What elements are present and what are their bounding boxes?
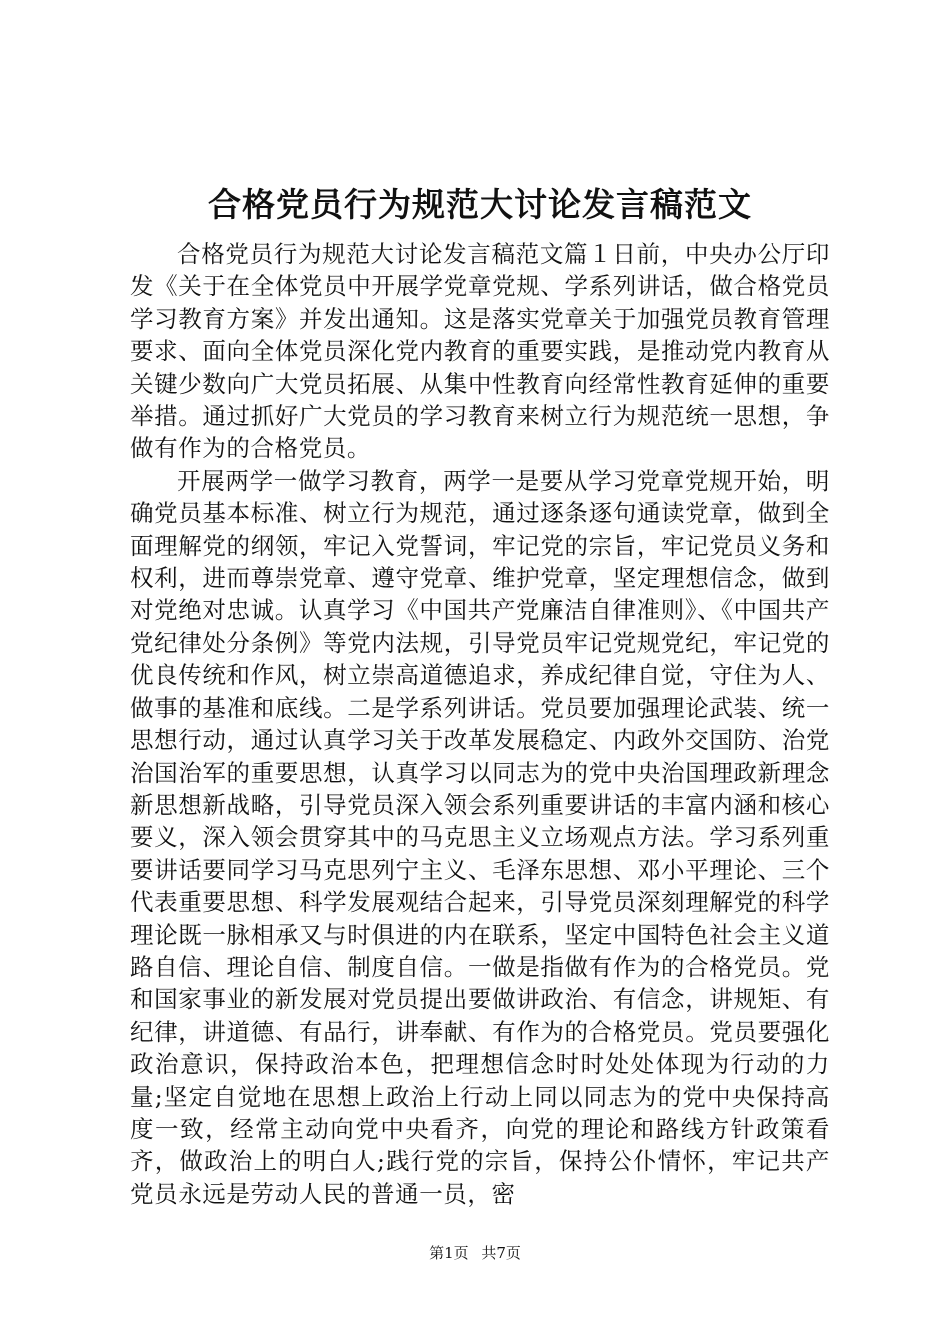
paragraph-1: 合格党员行为规范大讨论发言稿范文篇１日前，中央办公厅印发《关于在全体党员中开展学党章党规、学系列讲话，做合格党员学习教育方案》并发出通知。这是落实党章关于加强党员教育管理要求、面向全体党员深化党内教育的重要实践，是推动党内教育从关键少数向广大党员拓展、从集中性教育向经常性教育延伸的重要举措。通过抓好广大党员的学习教育来树立行为规范统一思想，争做有作为的合格党员。 (130, 240, 830, 463)
document-title: 合格党员行为规范大讨论发言稿范文 (208, 185, 752, 224)
page-footer (0, 1243, 950, 1263)
page-number: 第1页 (429, 1244, 469, 1262)
document-body (130, 238, 830, 1210)
paragraph-2: 开展两学一做学习教育，两学一是要从学习党章党规开始，明确党员基本标准、树立行为规范，通过逐条逐句通读党章，做到全面理解党的纲领，牢记入党誓词，牢记党的宗旨，牢记党员义务和权利，进而尊崇党章、遵守党章、维护党章，坚定理想信念，做到对党绝对忠诚。认真学习《中国共产党廉洁自律准则》、《中国共产党纪律处分条例》等党内法规，引导党员牢记党规党纪，牢记党的优良传统和作风，树立崇高道德追求，养成纪律自觉，守住为人、做事的基准和底线。二是学系列讲话。党员要加强理论武装、统一思想行动，通过认真学习关于改革发展稳定、内政外交国防、治党治国治军的重要思想，认真学习以同志为的党中央治国理政新理念新思想新战略，引导党员深入领会系列重要讲话的丰富内涵和核心要义，深入领会贯穿其中的马克思主义立场观点方法。学习系列重要讲话要同学习马克思列宁主义、毛泽东思想、邓小平理论、三个代表重要思想、科学发展观结合起来，引导党员深刻理解党的科学理论既一脉相承又与时俱进的内在联系，坚定中国特色社会主义道路自信、理论自信、制度自信。一做是指做有作为的合格党员。党和国家事业的新发展对党员提出要做讲政治、有信念，讲规矩、有纪律，讲道德、有品行，讲奉献、有作为的合格党员。党员要强化政治意识，保持政治本色，把理想信念时时处处体现为行动的力量;坚定自觉地在思想上政治上行动上同以同志为的党中央保持高度一致，经常主动向党中央看齐，向党的理论和路线方针政策看齐，做政治上的明白人;践行党的宗旨，保持公仆情怀，牢记共产党员永远是劳动人民的普通一员，密 (130, 466, 830, 1208)
page-total: 共7页 (481, 1244, 521, 1262)
